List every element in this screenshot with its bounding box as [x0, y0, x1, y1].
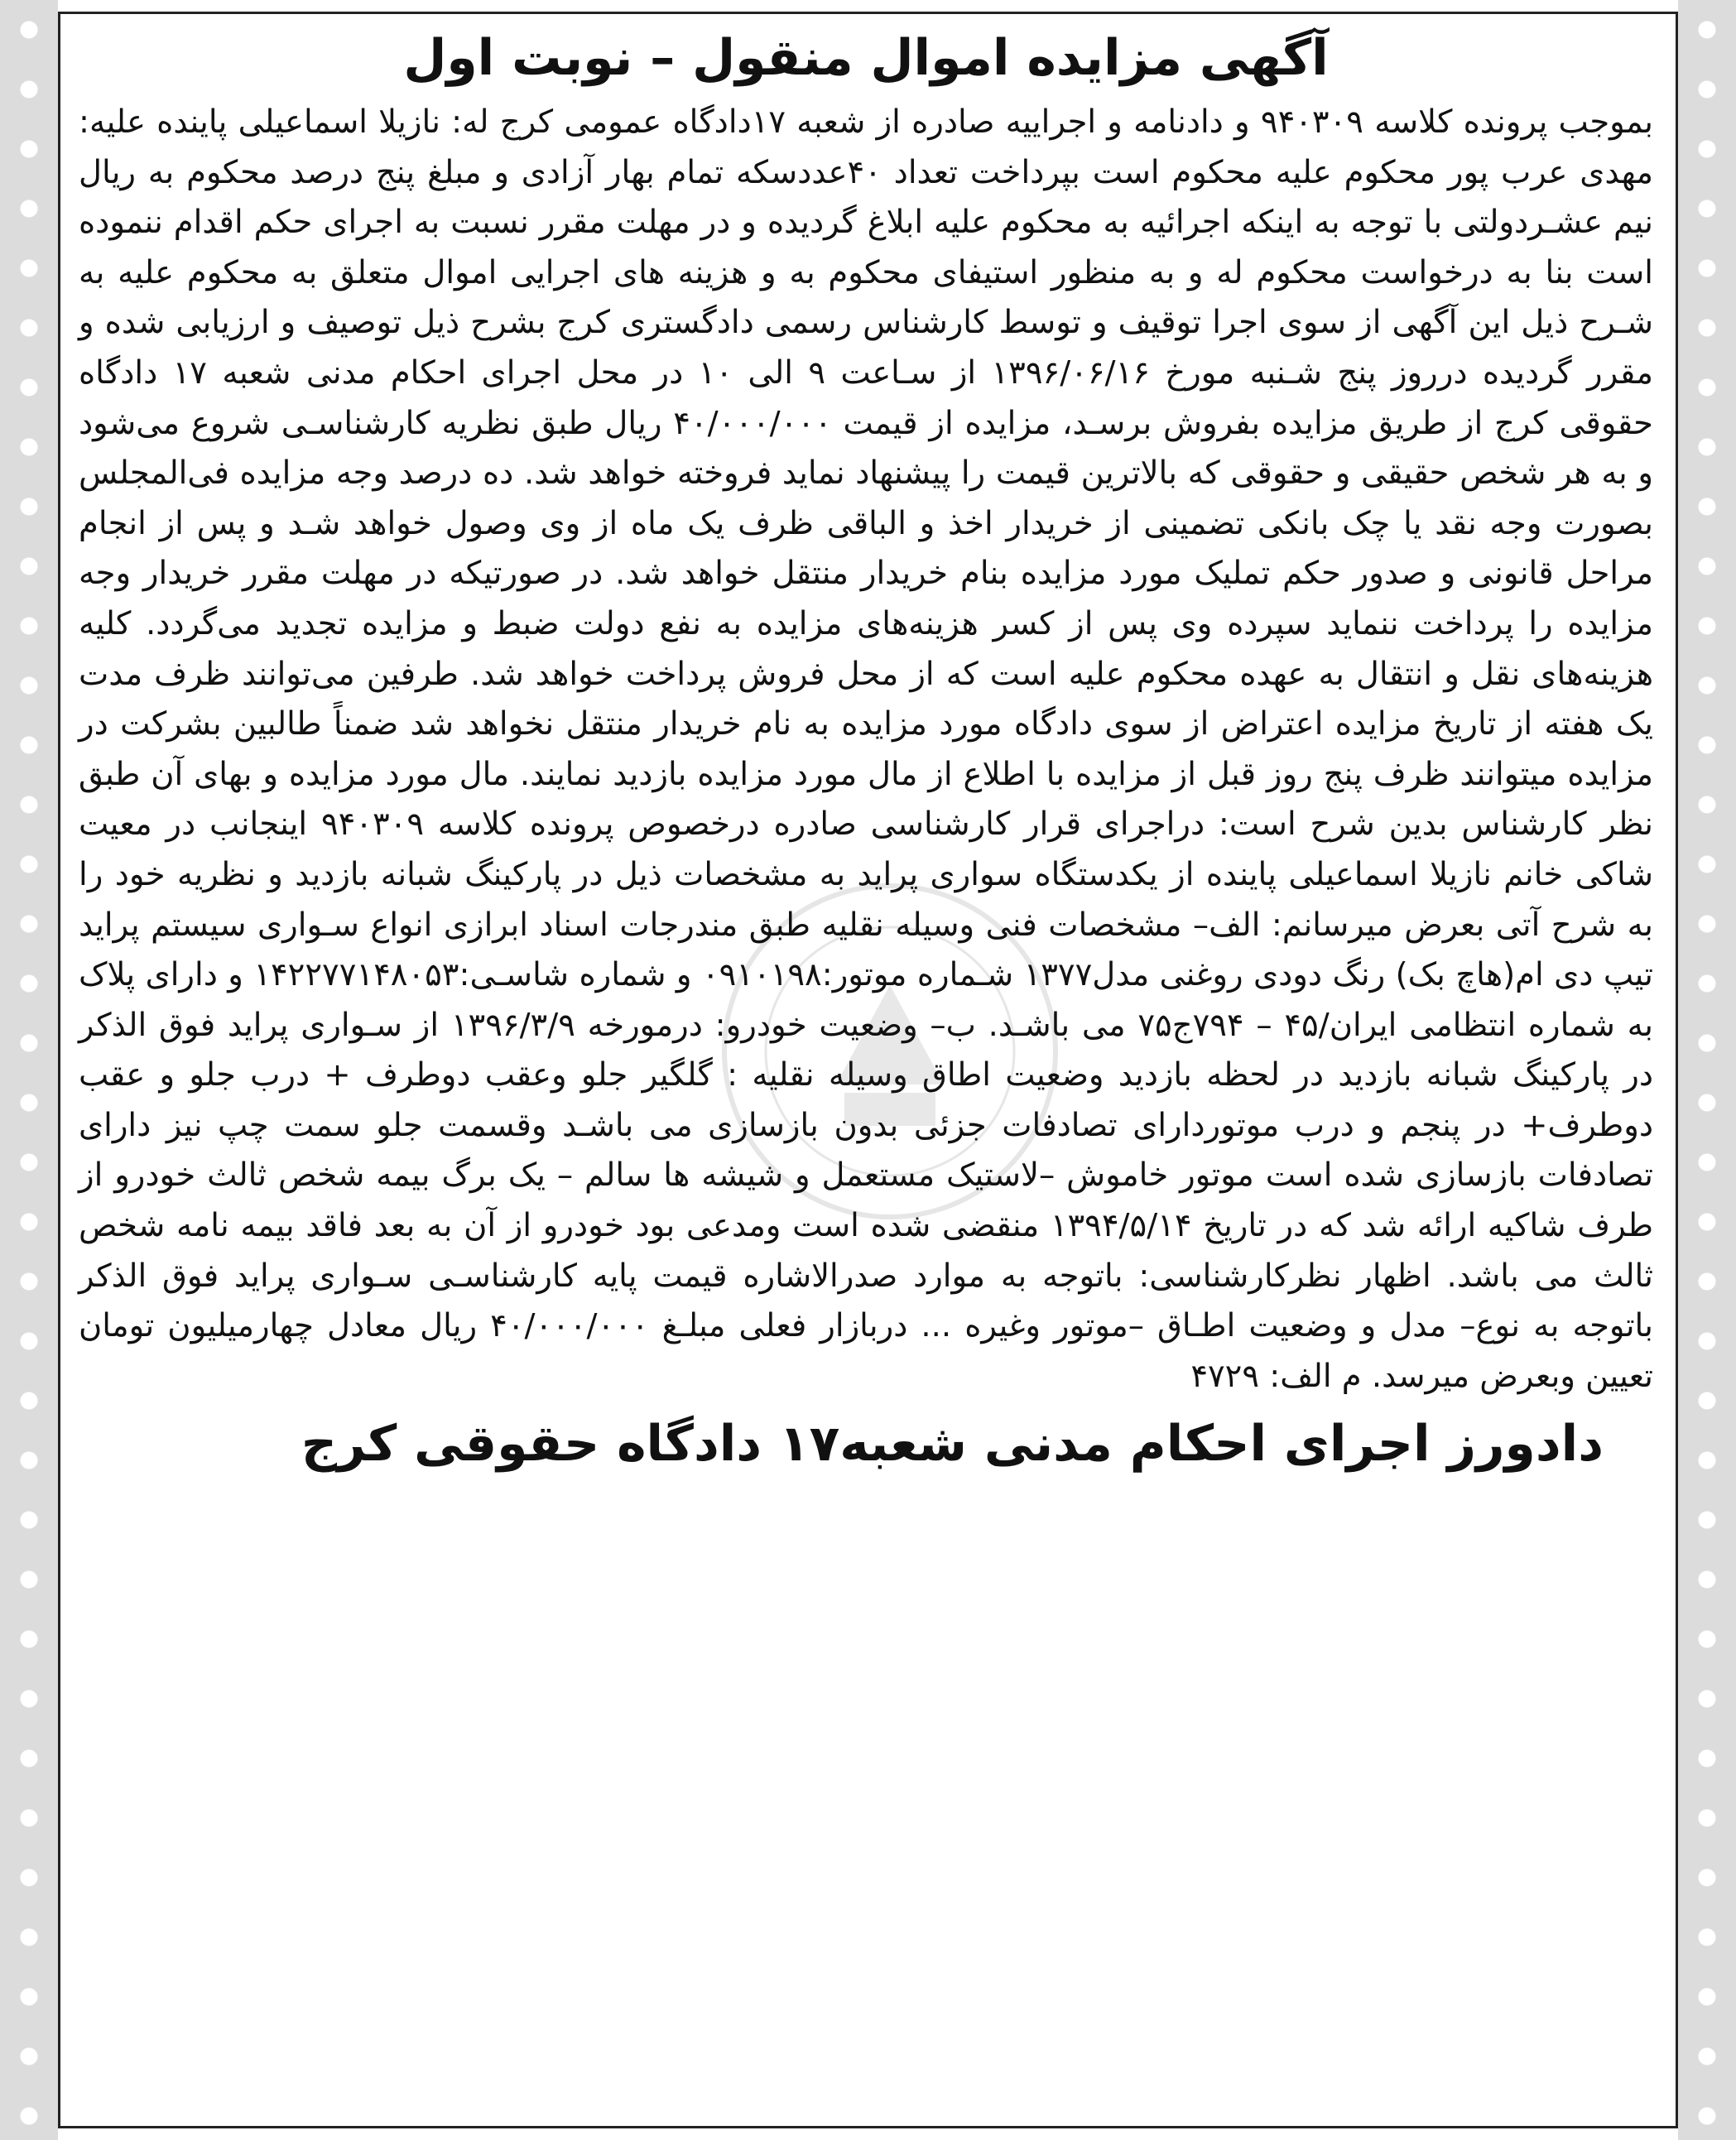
- notice-sheet: [79, 22, 1653, 2120]
- notice-title: آگهی مزایده اموال منقول – نوبت اول: [403, 29, 1329, 87]
- left-perforation-strip: [0, 0, 58, 2140]
- notice-signature: دادورز اجرای احکام مدنی شعبه۱۷ دادگاه حقوقی کرج: [301, 1415, 1604, 1474]
- notice-body: بموجب پرونده کلاسه ۹۴۰۳۰۹ و دادنامه و اجراییه صادره از شعبه ۱۷دادگاه عمومی کرج له: نازیلا اسماعیلی پاینده علیه: مهدی عرب پور محکوم علیه محکوم است بپرداخت تعداد ۴۰عددسکه تمام بهار آزادی و مبلغ پنج درصد محکوم به ریال نیم عشـردولتی با توجه به اینکه اجرائیه به محکوم علیه ابلاغ گردیده و در مهلت مقرر نسبت به اجرای حکم اقدام ننموده است بنا به درخواست محکوم له و به منظور استیفای محکوم به و هزینه های اجرایی اموال متعلق به محکوم علیه به شـرح ذیل این آگهی از سوی اجرا توقیف و توسط کارشناس رسمی دادگستری کرج بشرح ذیل توصیف و ارزیابی شده و مقرر گردیده درروز پنج شـنبه مورخ ۱۳۹۶/۰۶/۱۶ از سـاعت ۹ الی ۱۰ در محل اجرای احکام مدنی شعبه ۱۷ دادگاه حقوقی کرج از طریق مزایده بفروش برسـد، مزایده از قیمت ۴۰/۰۰۰/۰۰۰ ریال طبق نظریه کارشناسـی شروع می‌شود و به هر شخص حقیقی و حقوقی که بالاترین قیمت را پیشنهاد نماید فروخته خواهد شد. ده درصد وجه مزایده فی‌المجلس بصورت وجه نقد یا چک بانکی تضمینی از خریدار اخذ و الباقی ظرف یک ماه از وی وصول خواهد شـد و پس از انجام مراحل قانونی و صدور حکم تملیک مورد مزایده بنام خریدار منتقل خواهد شد. در صورتیکه در مهلت مقرر خریدار وجه مزایده را پرداخت ننماید سپرده وی پس از کسر هزینه‌های مزایده به نفع دولت ضبط و مزایده تجدید می‌گردد. کلیه هزینه‌های نقل و انتقال به عهده محکوم علیه است که از محل فروش پرداخت خواهد شد. طرفین می‌توانند ظرف مدت یک هفته از تاریخ مزایده اعتراض از سوی دادگاه مورد مزایده به نام خریدار منتقل نخواهد شد ضمناً طالبین بشرکت در مزایده میتوانند ظرف پنج روز قبل از مزایده با اطلاع از مال مورد مزایده بازدید نمایند. مال مورد مزایده و بهای آن طبق نظر کارشناس بدین شرح است: دراجرای قرار کارشناسی صادره درخصوص پرونده کلاسه ۹۴۰۳۰۹ اینجانب در معیت شاکی خانم نازیلا اسماعیلی پاینده از یکدستگاه سواری پراید به مشخصات ذیل در پارکینگ شبانه بازدید و نظریه خود را به شرح آتی بعرض میرسانم: الف– مشخصات فنی وسیله نقلیه طبق مندرجات اسناد ابرازی انواع سـواری سیستم پراید تیپ دی ام(هاچ بک) رنگ دودی روغنی مدل۱۳۷۷ شـماره موتور:۰۹۱۰۱۹۸ و شماره شاسـی:۱۴۲۲۷۷۱۴۸۰۵۳ و دارای پلاک به شماره انتظامی ایران/۴۵ – ۷۹۴ج۷۵ می باشـد. ب– وضعیت خودرو: درمورخه ۱۳۹۶/۳/۹ از سـواری پراید فوق الذکر در پارکینگ شبانه بازدید در لحظه بازدید وضعیت اطاق وسیله نقلیه : گلگیر جلو وعقب دوطرف + درب جلو و عقب دوطرف+ در پنجم و درب موتوردارای تصادفات جزئی بدون بازسازی می باشـد وقسمت جلو سمت چپ نیز دارای تصادفات بازسازی شده است موتور خاموش –لاستیک مستعمل و شیشه ها سالم – یک برگ بیمه شخص ثالث خودرو از طرف شاکیه ارائه شد که در تاریخ ۱۳۹۴/۵/۱۴ منقضی شده است ومدعی بود خودرو از آن به بعد فاقد بیمه نامه شخص ثالث می باشد. اظهار نظرکارشناسی: باتوجه به موارد صدرالاشاره قیمت پایه کارشناسـی سـواری پراید فوق الذکر باتوجه به نوع– مدل و وضعیت اطـاق –موتور وغیره ... دربازار فعلی مبلـغ ۴۰/۰۰۰/۰۰۰ ریال معادل چهارمیلیون تومان تعیین وبعرض میرسد. م الف: ۴۷۲۹: [79, 103, 1654, 1395]
- right-perforation-strip: [1678, 0, 1736, 2140]
